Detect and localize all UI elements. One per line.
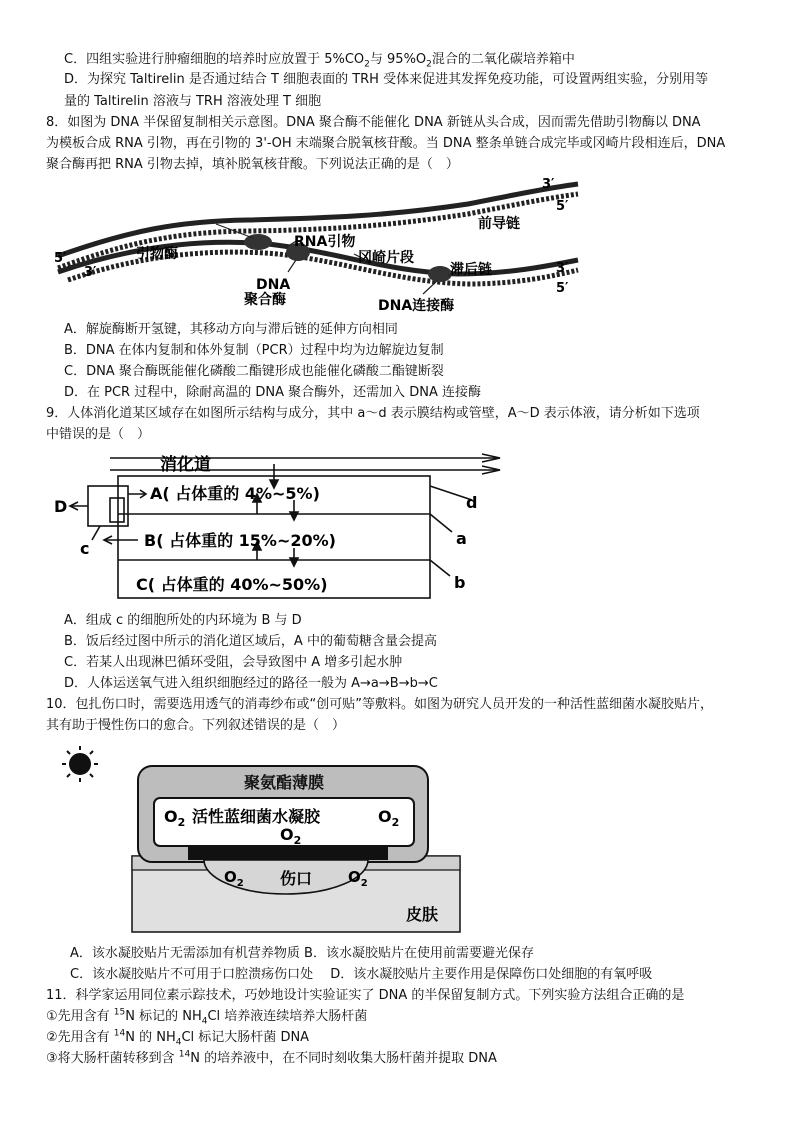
structure-a-label: a: [456, 529, 467, 548]
o2-left-label: $O_2$: [164, 807, 186, 829]
prev-option-d-line2: 量的 Taltirelin 溶液与 TRH 溶液处理 T 细胞: [64, 94, 322, 109]
q9-stem-line2: 中错误的是（ ）: [46, 427, 151, 442]
body-fluid-diagram: [52, 452, 512, 602]
sun-icon: [62, 746, 98, 782]
fluid-a-label: A( 占体重的 4%~5%): [150, 484, 320, 503]
o2-center-label: $O_2$: [280, 825, 302, 847]
prev-option-c: C．四组实验进行肿瘤细胞的培养时应放置于 $5\%CO_2$与 $95\%O_2$混合的二氧化碳培养箱中: [64, 52, 575, 70]
film-label: [244, 773, 324, 792]
q10-options-cd: C．该水凝胶贴片不可用于口腔溃疡伤口处 D．该水凝胶贴片主要作用是保障伤口处细胞的有氧呼吸: [70, 967, 653, 982]
q10-stem-line2: 其有助于慢性伤口的愈合。下列叙述错误的是（ ）: [46, 718, 346, 733]
q11-statement-1: ①先用含有 $^{15}$N 标记的 $NH_4Cl$ 培养液连续培养大肠杆菌: [46, 1007, 368, 1027]
q11-stem-line1: 11．科学家运用同位素示踪技术，巧妙地设计实验证实了 DNA 的半保留复制方式。下列实验方法组合正确的是: [46, 988, 685, 1003]
lagging-strand-label: 滞后链: [450, 262, 492, 278]
prev-option-d-line1: D．为探究 Taltirelin 是否通过结合 T 细胞表面的 TRH 受体来促进其发挥免疫功能，可设置两组实验，分别用等: [64, 72, 709, 87]
leader-polymerase: [288, 260, 296, 272]
ligase-blob: [428, 266, 452, 282]
lymph-vessel-box: [88, 486, 128, 526]
q8-option-a: A．解旋酶断开氢键，其移动方向与滞后链的延伸方向相同: [64, 322, 398, 337]
fluid-b-label: B( 占体重的 15%~20%): [144, 531, 336, 550]
q10-stem-line1: 10．包扎伤口时，需要选用透气的消毒纱布或“创可贴”等敷料。如图为研究人员开发的一种活性蓝细菌水凝胶贴片，: [46, 697, 714, 712]
q9-option-d: D．人体运送氧气进入组织细胞经过的路径一般为 A→a→B→b→C: [64, 676, 438, 691]
o2-right-label: $O_2$: [378, 807, 400, 829]
lymph-cell-c: [110, 498, 124, 522]
q9-option-c: C．若某人出现淋巴循环受阻，会导致图中 A 增多引起水肿: [64, 655, 403, 670]
q10-options-ab: A．该水凝胶贴片无需添加有机营养物质 B．该水凝胶贴片在使用前需要避光保存: [70, 946, 534, 961]
fluid-d-label: D: [54, 497, 68, 516]
dna-polymerase-label-1: DNA: [256, 277, 291, 293]
q11-statement-3: ③将大肠杆菌转移到含 $^{14}$N 的培养液中，在不同时刻收集大肠杆菌并提取 DNA: [46, 1049, 497, 1066]
q8-stem-line3: 聚合酶再把 RNA 引物去掉，填补脱氧核苷酸。下列说法正确的是（ ）: [46, 157, 459, 172]
end-label-3-top: 3′: [542, 177, 555, 192]
q8-stem-line2: 为模板合成 RNA 引物，再在引物的 3'-OH 末端聚合脱氧核苷酸。当 DNA 整条单链合成完毕或冈崎片段相连后，DNA: [46, 136, 726, 151]
end-label-5-left: 5′: [54, 251, 67, 266]
rna-primer-label: RNA引物: [294, 234, 356, 250]
q8-option-b: B．DNA 在体内复制和体外复制（PCR）过程中均为边解旋边复制: [64, 343, 444, 358]
black-layer: [188, 846, 388, 860]
hydrogel-patch-diagram: [52, 740, 492, 936]
structure-c-label: c: [80, 539, 90, 558]
gut-label: 消化道: [160, 455, 211, 475]
q8-stem-line1: 8．如图为 DNA 半保留复制相关示意图。DNA 聚合酶不能催化 DNA 新链从头合成，因而需先借助引物酶以 DNA: [46, 115, 701, 130]
end-label-5-top: 5′: [556, 199, 569, 214]
ligase-label: DNA连接酶: [378, 298, 455, 314]
q9-option-a: A．组成 c 的细胞所处的内环境为 B 与 D: [64, 613, 302, 628]
wound-label: 伤口: [280, 869, 313, 888]
fluid-c-label: C( 占体重的 40%~50%): [136, 575, 328, 594]
end-label-5-right: 5′: [556, 281, 569, 296]
skin-label: 皮肤: [406, 905, 439, 924]
svg-text:聚氨酯薄膜: 聚氨酯薄膜: [244, 773, 325, 792]
leader-primase: [216, 224, 253, 238]
o2-wound-right: $O_2$: [348, 868, 368, 889]
end-label-3-right: 3′: [556, 261, 569, 276]
primase-label: 引物酶: [136, 246, 178, 262]
gel-label: 活性蓝细菌水凝胶: [192, 807, 321, 826]
end-label-3-left: 3′: [84, 265, 97, 280]
o2-wound-left: $O_2$: [224, 868, 244, 889]
dna-polymerase-label-2: 聚合酶: [244, 292, 286, 308]
q9-option-b: B．饭后经过图中所示的消化道区域后，A 中的葡萄糖含量会提高: [64, 634, 437, 649]
structure-b-label: b: [454, 573, 466, 592]
q8-option-c: C．DNA 聚合酶既能催化磷酸二酯键形成也能催化磷酸二酯键断裂: [64, 364, 444, 379]
q11-statement-2: ②先用含有 $^{14}$N 的 $NH_4Cl$ 标记大肠杆菌 DNA: [46, 1028, 310, 1048]
leader-ligase: [423, 280, 438, 294]
leading-strand-label: 前导链: [478, 216, 520, 232]
q9-stem-line1: 9．人体消化道某区域存在如图所示结构与成分，其中 a～d 表示膜结构或管壁，A～D 表示体液，请分析如下选项: [46, 406, 700, 421]
q8-option-d: D．在 PCR 过程中，除耐高温的 DNA 聚合酶外，还需加入 DNA 连接酶: [64, 385, 482, 400]
okazaki-label: 冈崎片段: [358, 250, 414, 266]
structure-d-label: d: [466, 493, 478, 512]
dna-replication-diagram: [48, 176, 588, 316]
